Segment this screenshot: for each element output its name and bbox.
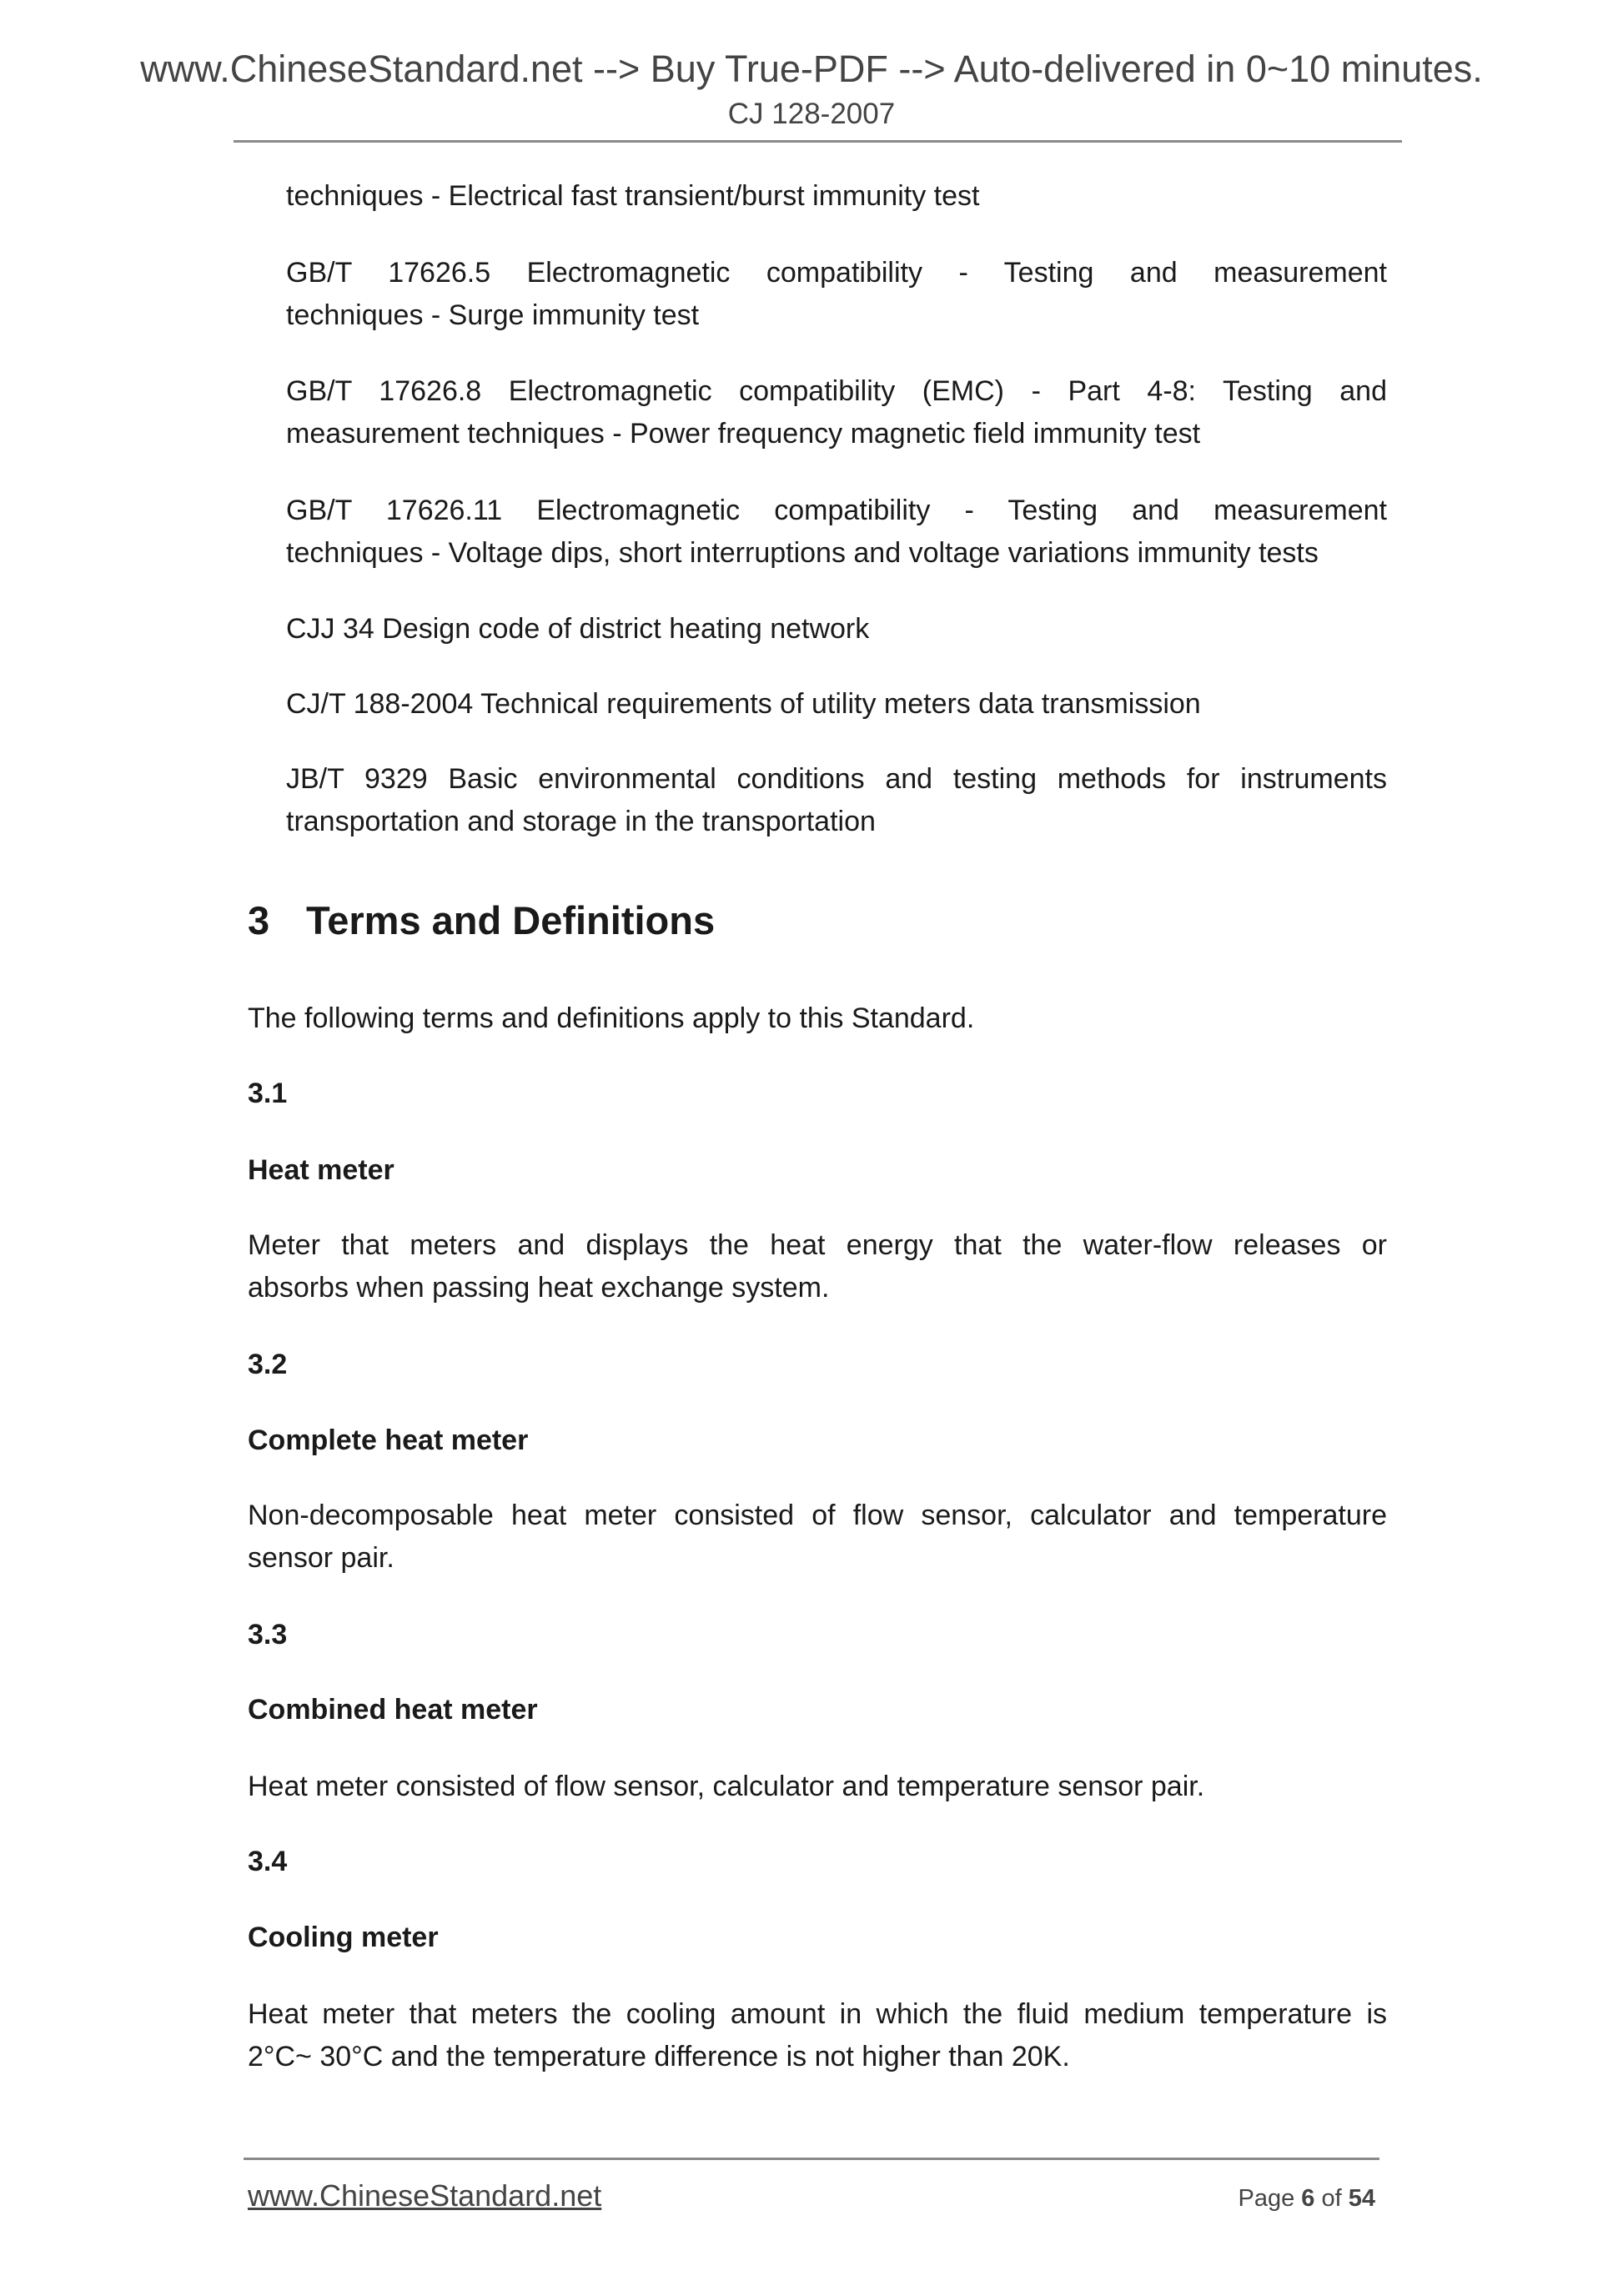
footer-website-link[interactable]: www.ChineseStandard.net (248, 2178, 602, 2213)
text-line: JB/T 9329 Basic environmental conditions and testing methods for instruments (286, 763, 1387, 795)
term-number: 3.2 (248, 1349, 288, 1380)
term-name: Cooling meter (248, 1922, 439, 1953)
term-definition (248, 1766, 1387, 1808)
text-line: Heat meter consisted of flow sensor, calculator and temperature sensor pair. (248, 1771, 1205, 1802)
text-line: GB/T 17626.5 Electromagnetic compatibility - Testing and measurement (286, 257, 1387, 289)
section-heading (248, 896, 1387, 946)
text-line: measurement techniques - Power frequency magnetic field immunity test (286, 418, 1201, 450)
page-indicator (1238, 2185, 1375, 2213)
term-name: Complete heat meter (248, 1424, 529, 1456)
total-pages: 54 (1348, 2185, 1375, 2212)
text-line: Heat meter that meters the cooling amount in which the fluid medium temperature is (248, 1998, 1387, 2030)
document-code: CJ 128-2007 (727, 98, 896, 130)
term-number: 3.1 (248, 1078, 288, 1109)
header-divider (234, 140, 1402, 143)
text-line: sensor pair. (248, 1542, 394, 1574)
page-label: Page (1238, 2185, 1295, 2212)
section-intro: The following terms and definitions apply to this Standard. (248, 1002, 975, 1034)
term-number: 3.4 (248, 1846, 288, 1877)
term-name: Heat meter (248, 1154, 394, 1186)
of-label: of (1321, 2185, 1342, 2212)
text-line: 2°C~ 30°C and the temperature difference is not higher than 20K. (248, 2041, 1070, 2072)
reference-item (286, 608, 1387, 651)
text-line: Meter that meters and displays the heat energy that the water-flow releases or (248, 1229, 1387, 1261)
header-banner: www.ChineseStandard.net --> Buy True-PDF --> Auto-delivered in 0~10 minutes. (140, 48, 1483, 90)
text-line: CJ/T 188-2004 Technical requirements of utility meters data transmission (286, 688, 1201, 720)
text-line: GB/T 17626.8 Electromagnetic compatibility (EMC) - Part 4-8: Testing and (286, 375, 1387, 407)
current-page: 6 (1301, 2185, 1315, 2212)
text-line: transportation and storage in the transportation (286, 806, 876, 837)
text-line: absorbs when passing heat exchange system. (248, 1272, 830, 1304)
term-definition (248, 1224, 1387, 1309)
text-line: techniques - Surge immunity test (286, 299, 700, 331)
term-name: Combined heat meter (248, 1694, 538, 1726)
text-line: GB/T 17626.11 Electromagnetic compatibility - Testing and measurement (286, 495, 1387, 526)
reference-item (286, 252, 1387, 337)
term-definition (248, 1495, 1387, 1580)
reference-item (286, 490, 1387, 575)
section-title: Terms and Definitions (306, 898, 716, 942)
section-number: 3 (248, 898, 270, 942)
text-line: techniques - Electrical fast transient/burst immunity test (286, 180, 980, 212)
term-definition (248, 1993, 1387, 2078)
text-line: Non-decomposable heat meter consisted of flow sensor, calculator and temperature (248, 1500, 1387, 1531)
text-line: CJJ 34 Design code of district heating network (286, 613, 870, 645)
reference-item (286, 175, 1387, 218)
reference-item (286, 758, 1387, 843)
footer-divider (244, 2158, 1379, 2160)
term-number: 3.3 (248, 1619, 288, 1650)
text-line: techniques - Voltage dips, short interruptions and voltage variations immunity tests (286, 537, 1319, 569)
reference-item (286, 370, 1387, 455)
reference-item (286, 683, 1387, 726)
